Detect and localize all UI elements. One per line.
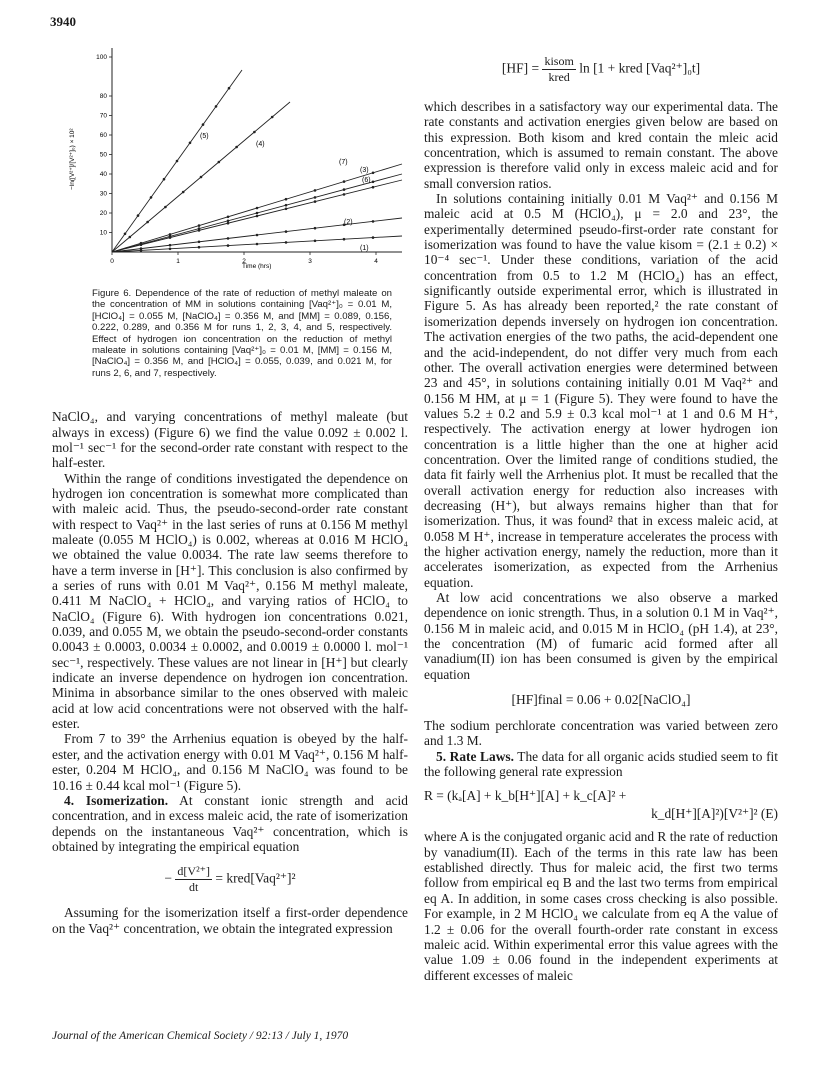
left-paragraph-1: NaClO₄, and varying concentrations of methyl maleate (but always in excess) (Figure 6) we find the value 0.092 ± 0.002 l. mol⁻¹ sec⁻¹ for the second-order rate constant with respect to the half-ester. <box>52 409 408 471</box>
run-data-point <box>198 246 201 249</box>
run-label: (7) <box>339 159 348 166</box>
right-paragraph-4: The sodium perchlorate concentration was varied between zero and 1.3 M. <box>424 718 778 749</box>
run-data-point <box>227 222 230 225</box>
run-label: (2) <box>344 219 353 226</box>
left-column <box>52 40 408 936</box>
hf-equation-fraction <box>542 54 575 85</box>
left-paragraph-3: From 7 to 39° the Arrhenius equation is obeyed by the half-ester, and the activation energy with 0.01 M Vaq²⁺, 0.156 M half-ester, 0.204 M HClO₄, and 0.156 M NaClO₄ was found to be 10.16 ± 0.44 kcal mol⁻¹ (Figure 5). <box>52 731 408 793</box>
run-data-point <box>314 227 317 230</box>
run-data-point <box>372 236 375 239</box>
run-data-point <box>215 105 218 108</box>
hf-equation-denominator: kred <box>548 70 570 84</box>
run-data-point <box>169 236 172 239</box>
run-data-point <box>228 87 231 90</box>
rate-expression-line-1: R = (kₐ[A] + k_b[H⁺][A] + k_c[A]² + <box>424 788 627 804</box>
run-data-point <box>343 180 346 183</box>
run-data-point <box>198 224 201 227</box>
section-4-heading: 4. Isomerization. <box>64 792 169 808</box>
run-label: (3) <box>360 167 369 174</box>
run-data-point <box>372 181 375 184</box>
y-tick-label: 20 <box>99 210 107 217</box>
run-data-point <box>372 220 375 223</box>
y-tick-label: 60 <box>99 132 107 139</box>
run-data-point <box>343 188 346 191</box>
run-data-point <box>189 142 192 145</box>
run-label: (5) <box>200 133 209 140</box>
run-data-point <box>314 240 317 243</box>
run-data-point <box>285 230 288 233</box>
section-4-text: At constant ionic strength and acid concentration, and in excess maleic acid, the rate of isomerization depends on the instantaneous Vaq²⁺ concentration, which is obtained by integrating the empirical equation <box>52 792 408 854</box>
run-data-point <box>256 212 259 215</box>
rate-equation-fraction <box>175 864 212 895</box>
run-data-point <box>150 196 153 199</box>
run-data-point <box>227 220 230 223</box>
run-data-point <box>169 248 172 251</box>
x-tick-label: 4 <box>374 258 378 265</box>
run-data-point <box>227 244 230 247</box>
run-data-point <box>285 204 288 207</box>
run-data-point <box>164 206 167 209</box>
run-data-point <box>372 186 375 189</box>
run-data-point <box>198 241 201 244</box>
hf-equation-rhs: ln [1 + kred [Vaq²⁺]₀t] <box>579 60 701 76</box>
rate-expression-line-2: k_d[H⁺][A]²)[V²⁺]² (E) <box>651 806 778 822</box>
page-number: 3940 <box>50 14 76 29</box>
run-data-point <box>285 208 288 211</box>
run-data-point <box>140 249 143 252</box>
run-data-point <box>343 238 346 241</box>
x-tick-label: 3 <box>308 258 312 265</box>
run-labels <box>200 133 371 252</box>
y-tick-label: 70 <box>99 112 107 120</box>
run-data-point <box>146 221 149 224</box>
rate-equation <box>52 864 408 895</box>
figure-caption: Figure 6. Dependence of the rate of reduction of methyl maleate on the concentration of MM in solutions containing [Vaq²⁺]₀ = 0.01 M, [HClO₄] = 0.055 M, [NaClO₄] = 0.356 M, and [MM] = 0.089, 0.156, 0.222, 0.289, and 0.356 M for runs 1, 2, 3, 4, and 5, respectively. Effect of hydrogen ion concentration on the reduction of methyl maleate in solutions containing [Vaq²⁺]₀ = 0.01 M, [MM] = 0.156 M, [NaClO₄] = 0.356 M, and [HClO₄] = 0.055, 0.039, and 0.021 M, for runs 2, 6, and 7, respectively. <box>92 288 392 379</box>
y-tick-label: 40 <box>99 171 107 178</box>
right-column <box>424 40 778 983</box>
rate-equation-denominator: dt <box>189 880 199 895</box>
right-paragraph-6: where A is the conjugated organic acid and R the rate of reduction by vanadium(II). Each of the terms in this rate law has been established directly. Thus for maleic acid, the first two terms follow from empirical eq B and the last two terms from empirical eq A. In addition, in some cases cross checking is also possible. For example, in 2 M HClO₄ we calculate from eq A the value of 1.2 ± 0.06 for the overall fourth-order rate constant in excess maleic acid. Within experimental error this value agrees with the value 1.09 ± 0.06 found in the independent experiments at different excesses of maleic <box>424 829 778 983</box>
journal-footer: Journal of the American Chemical Society / 92:13 / July 1, 1970 <box>52 1030 349 1042</box>
run-data-point <box>256 234 259 237</box>
run-data-point <box>271 116 274 119</box>
run-data-point <box>227 216 230 219</box>
y-axis-label: −ln([V²⁺]/[V²⁺]₀) × 10² <box>69 128 76 190</box>
run-label: (1) <box>360 245 369 252</box>
run-data-point <box>285 198 288 201</box>
right-paragraph-3: At low acid concentrations we also observe a marked dependence on ionic strength. Thus, in a solution 0.1 M in Vaq²⁺, 0.156 M in maleic acid, and 0.015 M in HClO₄ (pH 1.4), at 23°, the concentration (M) of fumaric acid formed after all vanadium(II) ion has been consumed is given by the empirical equation <box>424 590 778 682</box>
run-data-point <box>235 146 238 149</box>
run-data-point <box>314 196 317 199</box>
run-data-point <box>253 131 256 134</box>
run-data-point <box>129 236 132 239</box>
run-lines <box>112 70 402 252</box>
general-rate-expression <box>424 787 778 823</box>
run-data-point <box>372 172 375 175</box>
hf-equation-lhs: [HF] = <box>501 60 540 76</box>
rate-equation-numerator: d[V²⁺] <box>177 864 211 879</box>
y-ticks <box>96 54 112 237</box>
section-5-text: The data for all organic acids studied seem to fit the following general rate expression <box>424 748 778 780</box>
run-label: (4) <box>256 141 265 148</box>
run-data-point <box>314 200 317 203</box>
x-axis-label: Time (hrs) <box>242 263 272 270</box>
left-paragraph-4 <box>52 793 408 854</box>
run-data-point <box>256 215 259 218</box>
rate-equation-sign: − <box>164 870 173 886</box>
right-paragraph-1: which describes in a satisfactory way our experimental data. The rate constants and activation energies given below are based on this expression. Both kisom and kred contain the mleic acid concentration, which is assumed to remain constant. The above expression is therefore valid only in excess maleic acid and for small conversion ratios. <box>424 99 778 191</box>
right-paragraph-2: In solutions containing initially 0.01 M Vaq²⁺ and 0.156 M maleic acid at 0.5 M (HClO₄), μ = 2.0 and 23°, the experimentally determined pseudo-first-order rate constant for isomerization was found to have the value kisom = (2.1 ± 0.2) × 10⁻⁴ sec⁻¹. Under these conditions, variation of the acid concentration from 0.5 to 1.2 M (HClO₄) has an effect, significantly outside experimental error, which is illustrated in Figure 5. As has already been reported,² the rate constant of isomerization depends inversely on hydrogen ion concentration. The activation energies of the two paths, the acid-dependent one and the acid-independent, do not differ very much from each other. The overall activation energies were determined between 23 and 45°, in solutions containing initially 0.01 M Vaq²⁺ and 0.156 M HM, at μ = 1 (Figure 5). They were found to have the values 5.2 ± 0.2 and 5.9 ± 0.3 kcal mol⁻¹ at 1 and 0.6 M H⁺, respectively. The activation energy at lower hydrogen ion concentration is a little higher than the one at higher acid concentration. Over the limited range of conditions studied, the data fit fairly well the Arrhenius plot. It must be recalled that the overall activation energy for reduction also increases with decreasing (H⁺), but always remains higher than that for isomerization. Thus, it was found² that in excess maleic acid, at 0.058 M H⁺, increase in temperature accelerates the process with the higher activation energy, namely the reduction, more than it accelerates isomerization, as expected from the Arrhenius equation. <box>424 191 778 590</box>
section-5-heading: 5. Rate Laws. <box>436 748 514 764</box>
run-data-point <box>256 207 259 210</box>
run-data-point <box>169 244 172 247</box>
hf-equation-numerator: kisom <box>544 54 574 68</box>
left-paragraph-2: Within the range of conditions investigated the dependence on hydrogen ion concentration is somewhat more complicated than with maleic acid. Thus, the pseudo-second-order rate constant with respect to Vaq²⁺ in the last series of runs at 0.156 M methyl maleate (0.055 M HClO₄) is 0.002, whereas at 0.016 M HClO₄ we obtained the value 0.0034. The rate law seems therefore to have a term inverse in [H⁺]. This conclusion is also confirmed by a series of runs with 0.01 M Vaq²⁺, 0.156 M methyl maleate, 0.411 M NaClO₄ + HClO₄, and varying ratios of HClO₄ to NaClO₄ (Figure 6). With hydrogen ion concentrations 0.021, 0.039, and 0.055 M, we obtain the pseudo-second-order constants 0.0043 ± 0.0003, 0.0034 ± 0.0002, and 0.0019 ± 0.0000 l. mol⁻¹ sec⁻¹, respectively. These values are not linear in [H⁺] but clearly indicate an inverse dependence on hydrogen ion concentration. Minima in absorbance similar to the ones observed with maleic acid at low acid concentrations were not observed with the half-ester. <box>52 470 408 732</box>
x-tick-label: 0 <box>110 258 114 265</box>
y-tick-label: 50 <box>99 151 107 159</box>
run-data-point <box>202 123 205 126</box>
y-tick-label: 10 <box>99 229 107 237</box>
figure-6-plot <box>52 40 408 272</box>
x-tick-label: 1 <box>176 258 180 265</box>
run-data-point <box>256 243 259 246</box>
run-data-point <box>124 233 127 236</box>
hf-final-equation: [HF]final = 0.06 + 0.02[NaClO₄] <box>511 692 691 708</box>
run-data-point <box>285 241 288 244</box>
y-tick-label: 30 <box>99 190 107 198</box>
left-paragraph-5: Assuming for the isomerization itself a first-order dependence on the Vaq²⁺ concentration, we obtain the integrated expression <box>52 905 408 936</box>
run-data-point <box>140 244 143 247</box>
run-data-point <box>200 176 203 179</box>
run-data-point <box>314 189 317 192</box>
x-tick-label: 2 <box>242 258 246 265</box>
run-label: (6) <box>362 177 371 184</box>
run-data-point <box>182 191 185 194</box>
rate-equation-rhs: = kred[Vaq²⁺]² <box>215 870 296 886</box>
run-data-point <box>343 193 346 196</box>
run-data-point <box>163 178 166 181</box>
y-tick-label: 100 <box>96 54 107 61</box>
run-data-point <box>137 214 140 217</box>
run-data-point <box>227 237 230 240</box>
figure-6 <box>52 40 408 272</box>
run-data-point <box>176 160 179 163</box>
y-tick-label: 80 <box>99 93 107 100</box>
right-paragraph-5 <box>424 749 778 780</box>
hf-equation <box>424 54 778 85</box>
run-data-point <box>218 161 221 164</box>
run-data-point <box>198 229 201 232</box>
